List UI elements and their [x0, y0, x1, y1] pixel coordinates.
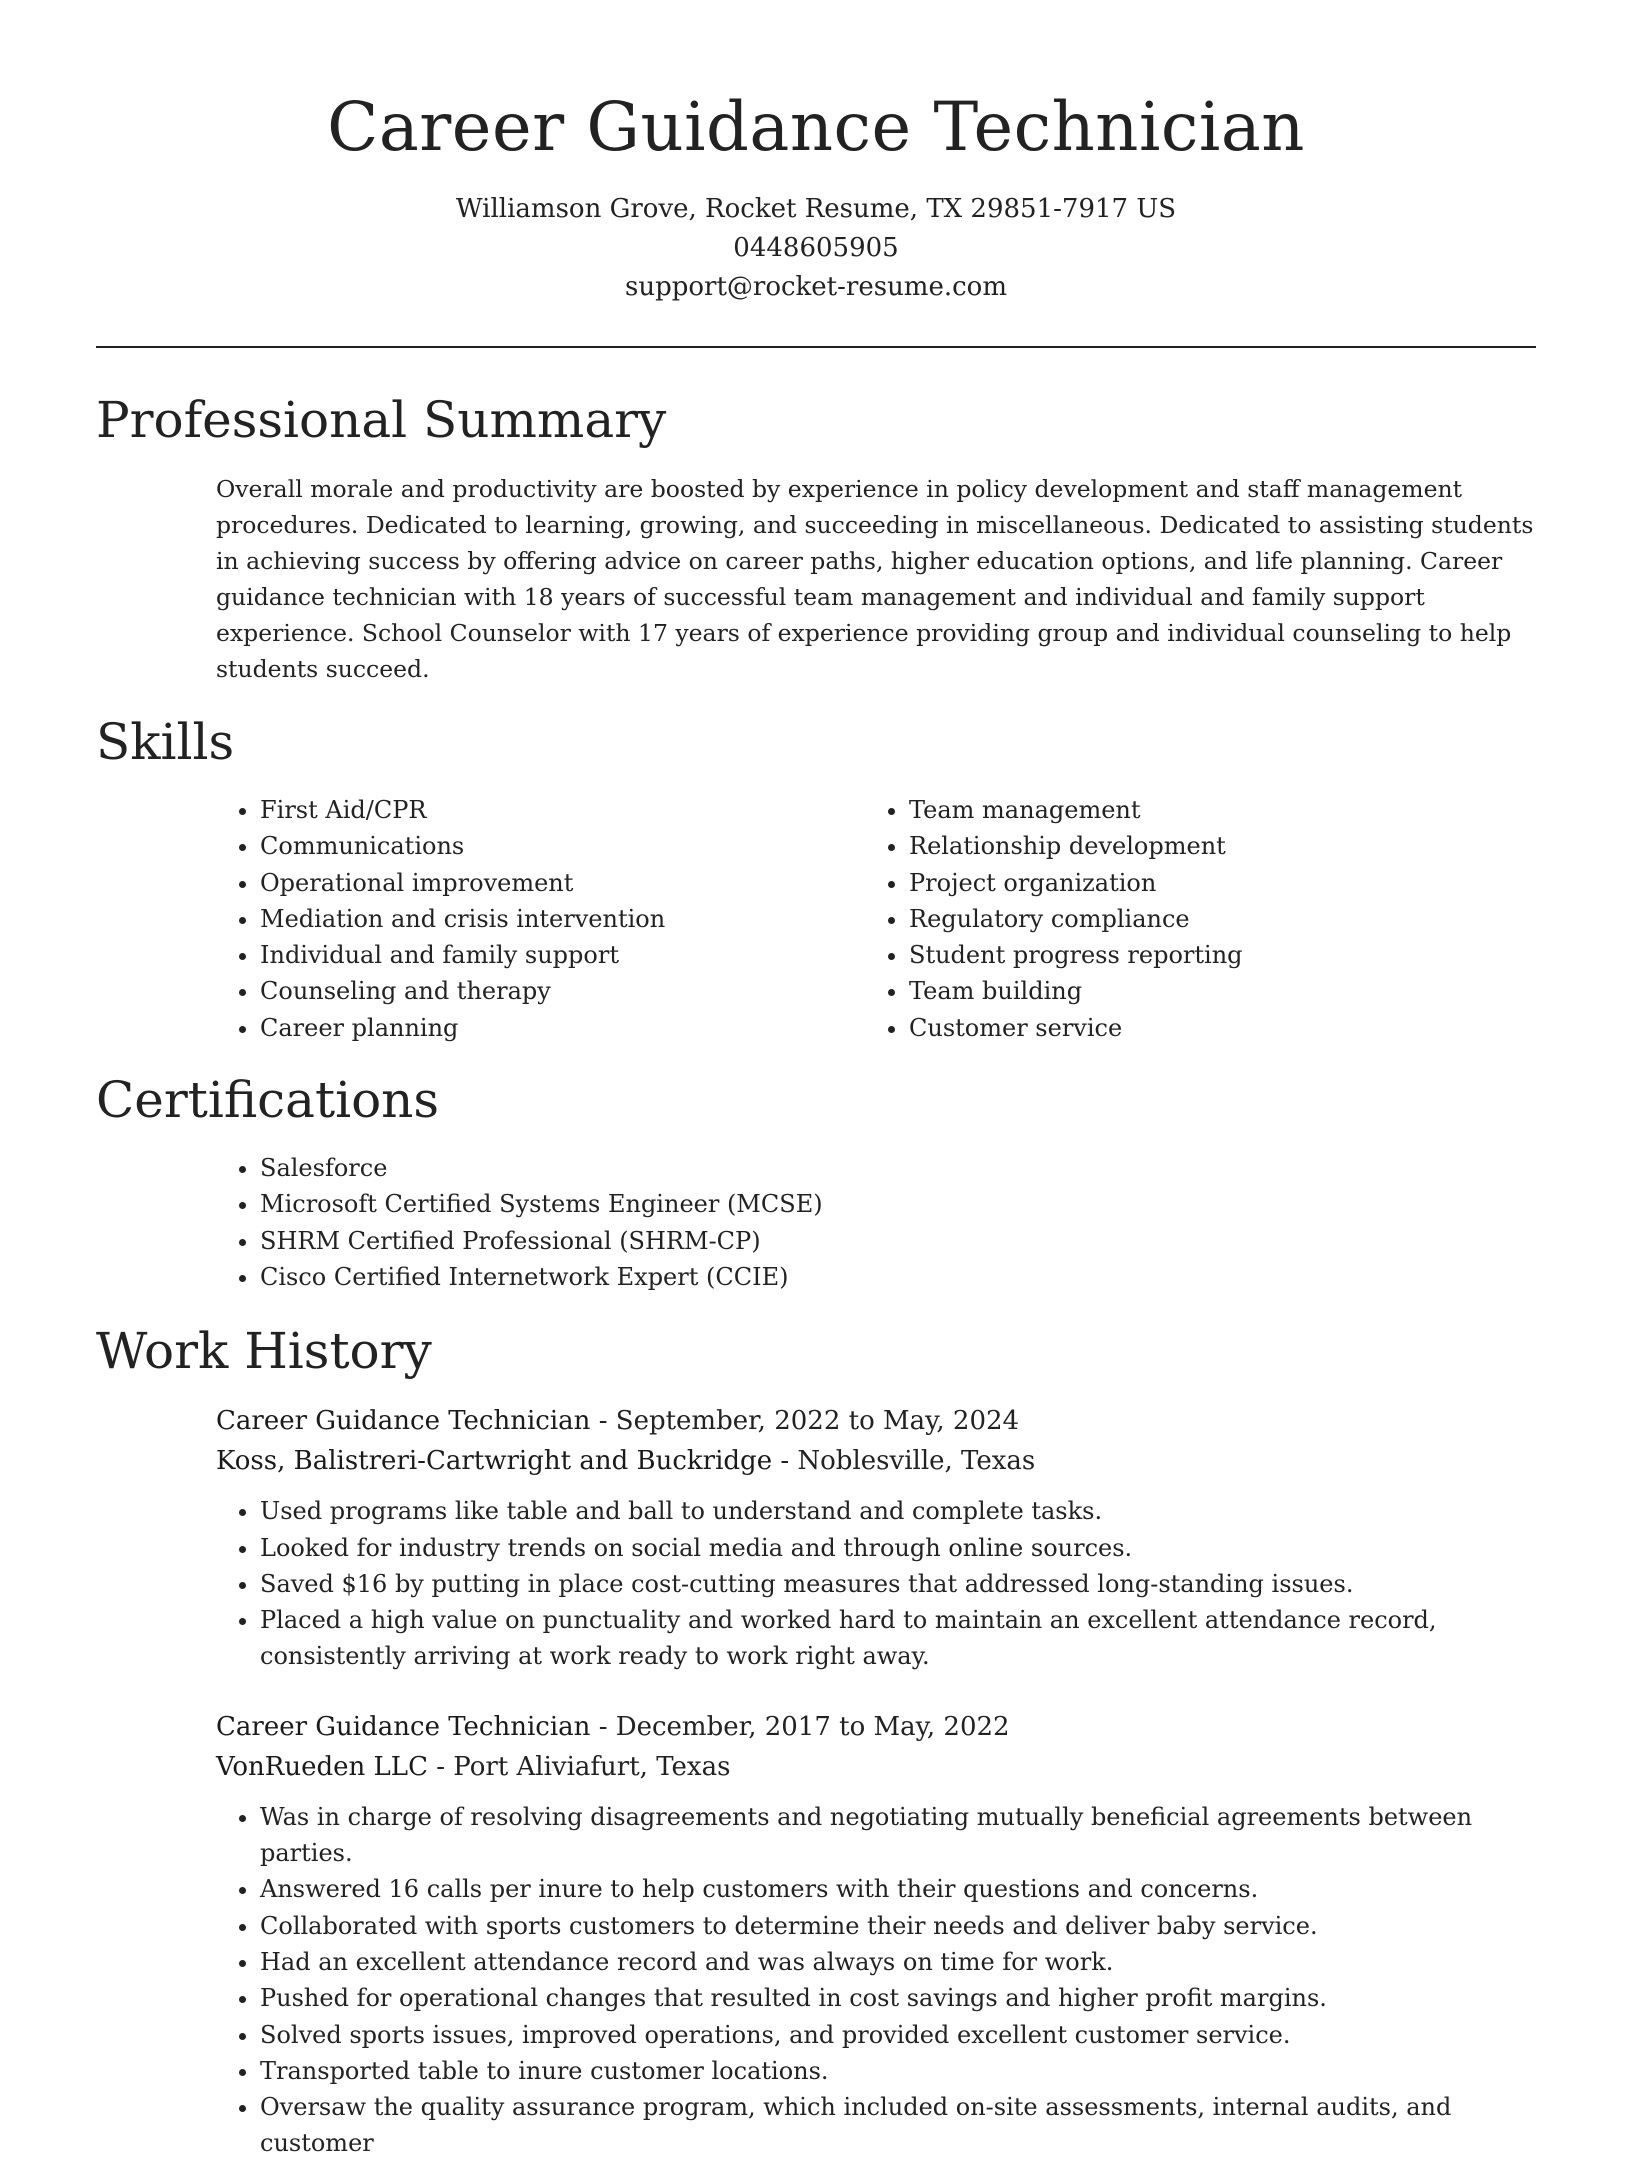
job-entry — [96, 1401, 1536, 1674]
skills-list-right — [746, 792, 1243, 1046]
job-location: - Port Aliviafurt, Texas — [427, 1751, 731, 1782]
certification-item: • Cisco Certified Internetwork Expert (CCIE) — [260, 1259, 1536, 1295]
certifications-heading: Certifications — [96, 1071, 440, 1130]
skill-item: • Counseling and therapy — [260, 973, 746, 1009]
work-history-heading: Work History — [96, 1322, 432, 1381]
candidate-name: Career Guidance Technician — [327, 88, 1305, 166]
skill-item: • Team management — [909, 792, 1243, 828]
resume-header — [96, 0, 1536, 307]
address: Williamson Grove, Rocket Resume, TX 29851-7917 US — [455, 194, 1177, 224]
header-divider — [96, 346, 1536, 348]
skill-item: • Mediation and crisis intervention — [260, 901, 746, 937]
job-company-line — [216, 1441, 1536, 1481]
skill-item: • Individual and family support — [260, 937, 746, 973]
certification-item: • Microsoft Certified Systems Engineer (MCSE) — [260, 1186, 1536, 1222]
job-bullet: • Was in charge of resolving disagreements and negotiating mutually beneficial agreements between parties. — [260, 1799, 1536, 1872]
job-bullet: • Looked for industry trends on social media and through online sources. — [260, 1530, 1536, 1566]
job-dates: - September, 2022 to May, 2024 — [590, 1406, 1020, 1437]
skill-item: • Project organization — [909, 865, 1243, 901]
job-bullets — [96, 1799, 1536, 2162]
job-company-line — [216, 1747, 1536, 1787]
email: support@rocket-resume.com — [624, 272, 1007, 302]
job-bullet: • Answered 16 calls per inure to help customers with their questions and concerns. — [260, 1871, 1536, 1907]
certification-item: • SHRM Certified Professional (SHRM-CP) — [260, 1223, 1536, 1259]
skill-item: • Team building — [909, 973, 1243, 1009]
job-bullet: • Collaborated with sports customers to determine their needs and deliver baby service. — [260, 1908, 1536, 1944]
job-title: Career Guidance Technician — [216, 1406, 591, 1437]
resume-page — [96, 0, 1536, 2162]
job-bullet: • Pushed for operational changes that resulted in cost savings and higher profit margins. — [260, 1980, 1536, 2016]
skill-item: • Customer service — [909, 1010, 1243, 1046]
job-company: Koss, Balistreri-Cartwright and Buckridge — [216, 1446, 773, 1477]
skills-heading: Skills — [96, 713, 235, 771]
skills-list-left — [96, 792, 746, 1046]
job-title-line — [216, 1401, 1536, 1441]
job-title: Career Guidance Technician — [216, 1711, 591, 1742]
job-bullet: • Solved sports issues, improved operations, and provided excellent customer service. — [260, 2017, 1536, 2053]
skill-item: • Career planning — [260, 1010, 746, 1046]
job-bullet: • Used programs like table and ball to understand and complete tasks. — [260, 1493, 1536, 1529]
job-bullet: • Had an excellent attendance record and was always on time for work. — [260, 1944, 1536, 1980]
job-company: VonRueden LLC — [216, 1751, 428, 1782]
phone: 0448605905 — [733, 233, 899, 263]
job-title-line — [216, 1707, 1536, 1747]
skill-item: • Relationship development — [909, 828, 1243, 864]
certifications-list — [96, 1150, 1536, 1295]
skill-item: • Regulatory compliance — [909, 901, 1243, 937]
job-entry — [96, 1707, 1536, 2162]
job-dates: - December, 2017 to May, 2022 — [590, 1711, 1010, 1742]
job-location: - Noblesville, Texas — [772, 1446, 1036, 1477]
summary-text: Overall morale and productivity are boosted by experience in policy development and staff management procedures. Dedicated to learning, growing, and succeeding in miscellaneous. Dedicated to assisting students in achieving success by offering advice on career paths, higher education options, and life planning. Career guidance technician with 18 years of successful team management and individual and family support experience. School Counselor with 17 years of experience providing group and individual counseling to help students succeed. — [216, 475, 1534, 683]
skill-item: • First Aid/CPR — [260, 792, 746, 828]
skill-item: • Communications — [260, 828, 746, 864]
skill-item: • Student progress reporting — [909, 937, 1243, 973]
certification-item: • Salesforce — [260, 1150, 1536, 1186]
job-bullet: • Saved $16 by putting in place cost-cutting measures that addressed long-standing issues. — [260, 1566, 1536, 1602]
skill-item: • Operational improvement — [260, 865, 746, 901]
contact-block — [96, 190, 1536, 307]
job-bullet: • Placed a high value on punctuality and worked hard to maintain an excellent attendance record, consistently arriving at work ready to work right away. — [260, 1602, 1536, 1675]
skills-columns — [96, 792, 1536, 1046]
job-bullet: • Oversaw the quality assurance program, which included on-site assessments, internal audits, and customer — [260, 2089, 1536, 2162]
summary-heading: Professional Summary — [96, 391, 667, 449]
job-bullet: • Transported table to inure customer locations. — [260, 2053, 1536, 2089]
job-bullets — [96, 1493, 1536, 1674]
